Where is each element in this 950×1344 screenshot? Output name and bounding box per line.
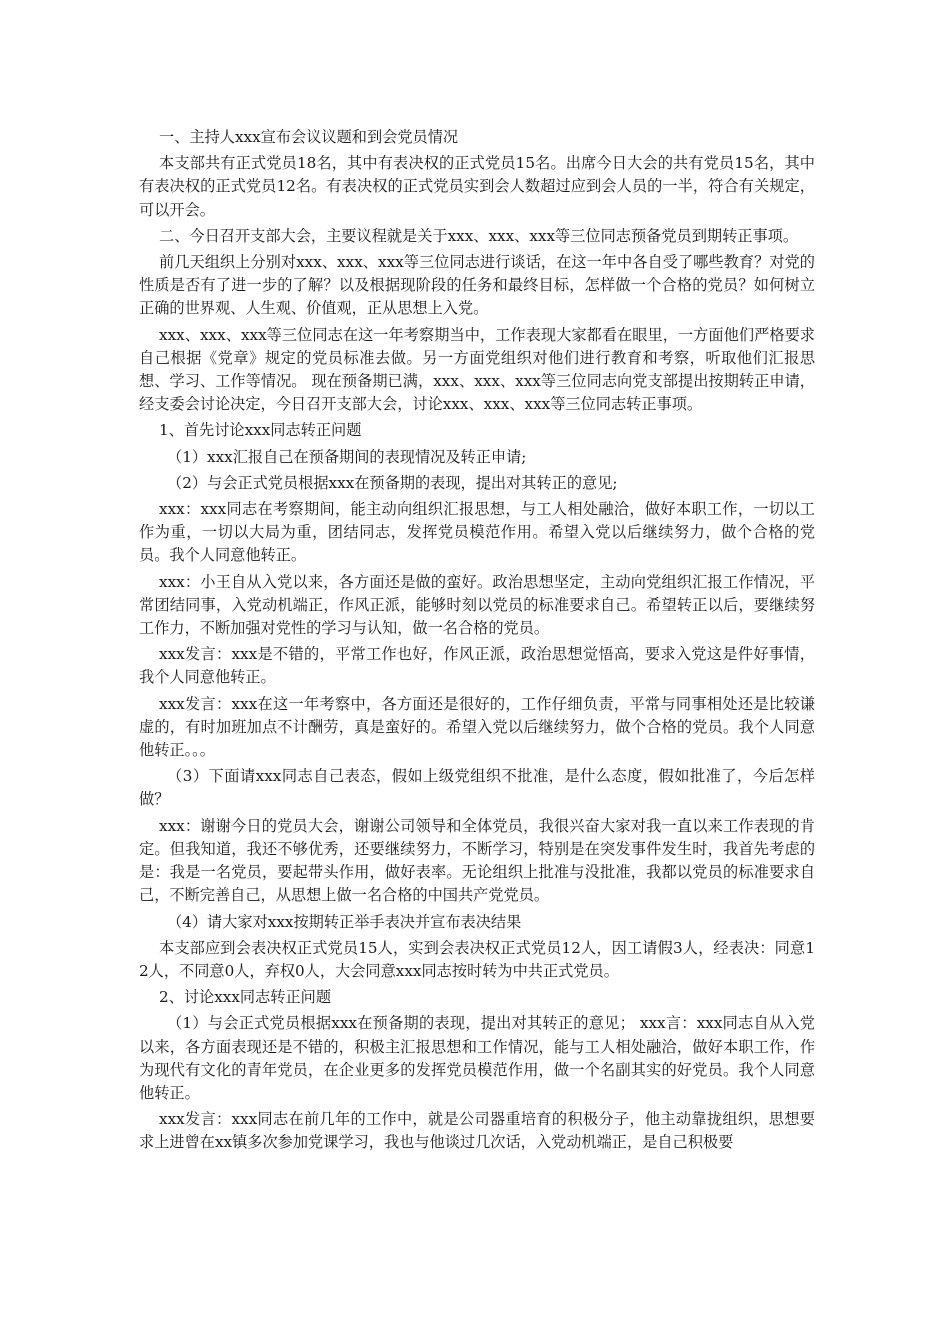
speech-paragraph: xxx：谢谢今日的党员大会，谢谢公司领导和全体党员，我很兴奋大家对我一直以来工作表现的肯定。但我知道，我还不够优秀，还要继续努力，不断学习，特别是在突发事件发生时，我首先考虑的是：我是一名党员，要起带头作用，做好表率。无论组织上批准与没批准，我都以党员的标准要求自己，不断完善自己，从思想上做一名合格的中国共产党党员。 xyxy=(139,816,815,905)
paragraph: xxx、xxx、xxx等三位同志在这一年考察期当中，工作表现大家都看在眼里，一方面他们严格要求自己根据《党章》规定的党员标准去做。另一方面党组织对他们进行教育和考察，听取他们汇报思想、学习、工作等情况。 现在预备期已满，xxx、xxx、xxx等三位同志向党支部提出按期转正申请，经支委会讨论决定，今日召开支部大会，讨论xxx、xxx、xxx等三位同志转正事项。 xyxy=(139,325,815,414)
document-body xyxy=(139,126,815,1158)
subitem-4: （4）请大家对xxx按期转正举手表决并宣布表决结果 xyxy=(167,912,522,931)
paragraph: 本支部共有正式党员18名，其中有表决权的正式党员15名。出席今日大会的共有党员15名，其中有表决权的正式党员12名。有表决权的正式党员实到会人数超过应到会人员的一半，符合有关规定，可以开会。 xyxy=(139,154,815,219)
speech-paragraph: xxx发言：xxx在这一年考察中，各方面还是很好的，工作仔细负责，平常与同事相处还是比较谦虚的，有时加班加点不计酬劳，真是蛮好的。希望入党以后继续努力，做个合格的党员。我个人同意他转正。。。 xyxy=(139,694,815,760)
heading-item-2: 二、今日召开支部大会，主要议程就是关于xxx、xxx、xxx等三位同志预备党员到期转正事项。 xyxy=(159,226,799,245)
vote-result-paragraph: 本支部应到会表决权正式党员15人，实到会表决权正式党员12人，因工请假3人，经表决：同意12人，不同意0人，弃权0人，大会同意xxx同志按时转为中共正式党员。 xyxy=(139,938,815,980)
subitem-5: （1）与会正式党员根据xxx在预备期的表现，提出对其转正的意见； xxx言：xxx同志自从入党以来，各方面表现还是不错的，积极主汇报思想和工作情况，能与工人相处融洽，做好本职工作，作为现代有文化的青年党员，在企业更多的发挥党员模范作用，做一个名副其实的好党员。我个人同意他转正。 xyxy=(139,1014,815,1102)
section-heading-2: 2、讨论xxx同志转正问题 xyxy=(159,988,332,1007)
section-heading-1: 1、首先讨论xxx同志转正问题 xyxy=(159,421,362,440)
subitem-1: （1）xxx汇报自己在预备期间的表现情况及转正申请; xyxy=(167,447,527,466)
speech-paragraph: xxx：xxx同志在考察期间，能主动向组织汇报思想，与工人相处融洽，做好本职工作，一切以工作为重，一切以大局为重，团结同志，发挥党员模范作用。希望入党以后继续努力，做个合格的党员。我个人同意他转正。 xyxy=(139,500,815,565)
subitem-3: （3）下面请xxx同志自己表态，假如上级党组织不批准，是什么态度，假如批准了，今后怎样做？ xyxy=(139,767,815,809)
subitem-2: （2）与会正式党员根据xxx在预备期的表现，提出对其转正的意见; xyxy=(167,473,618,492)
speech-paragraph: xxx发言：xxx同志在前几年的工作中，就是公司器重培育的积极分子，他主动靠拢组织，思想要求上进曾在xx镇多次参加党课学习，我也与他谈过几次话，入党动机端正，是自己积极要 xyxy=(139,1110,815,1152)
paragraph: 前几天组织上分别对xxx、xxx、xxx等三位同志进行谈话，在这一年中各自受了哪些教育？对党的性质是否有了进一步的了解？以及根据现阶段的任务和最终目标，怎样做一个合格的党员？如何树立正确的世界观、人生观、价值观，正从思想上入党。 xyxy=(139,253,815,318)
speech-paragraph: xxx：小王自从入党以来，各方面还是做的蛮好。政治思想坚定，主动向党组织汇报工作情况，平常团结同事，入党动机端正，作风正派，能够时刻以党员的标准要求自己。希望转正以后，要继续努工作力，不断加强对党性的学习与认知，做一名合格的党员。 xyxy=(139,572,815,638)
speech-paragraph: xxx发言：xxx是不错的，平常工作也好，作风正派，政治思想觉悟高，要求入党这是件好事情，我个人同意他转正。 xyxy=(139,645,815,687)
heading-item-1: 一、主持人xxx宣布会议议题和到会党员情况 xyxy=(159,128,459,146)
